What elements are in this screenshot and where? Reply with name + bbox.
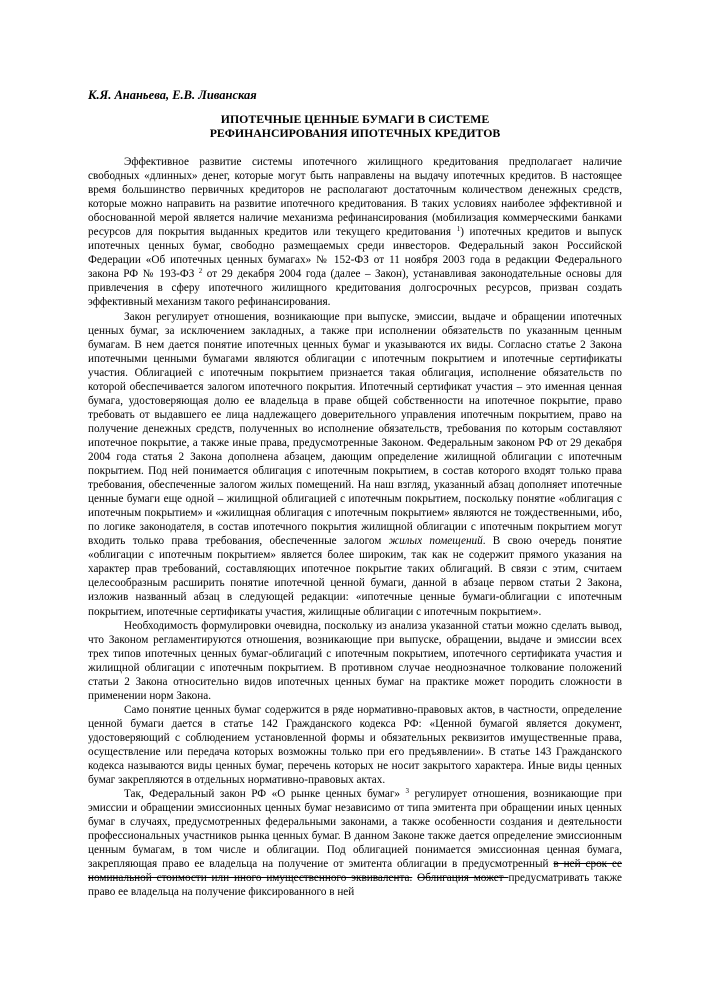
paper-title [88,112,622,140]
footnote-ref-3: 3 [405,787,410,796]
paragraph-1-text-b: ) ипотечных кредитов и выпуск ипотечных ценных бумаг, свободно размещаемых среди инвесторов. Федеральный закон Российской Федерации «Об ипотечных ценных бумагах» № 152-ФЗ от 11 ноября 2003 года в редакции Федерального закона РФ № 193-ФЗ [88,226,622,281]
strikethrough-text-1: в ней срок ее номинальной стоимости или иного имущественного эквивалента. [88,858,622,885]
paragraph-2-text-b: . В свою очередь понятие «облигации с ипотечным покрытием» является более широким, так как не содержит прямого указания на характер прав требований, составляющих ипотечное покрытие таких облигаций. В связи с этим, считаем целесообразным расширить понятие ипотечной ценной бумаги, данной в абзаце первом статьи 2 Закона, изложив названный абзац в следующей редакции: «ипотечные ценные бумаги-облигации с ипотечным покрытием, ипотечные сертификаты участия, жилищные облигации с ипотечным покрытием». [88,535,622,618]
paragraph-5-text-b: регулирует отношения, возникающие при эмиссии и обращении эмиссионных ценных бумаг независимо от типа эмитента при обращении иных ценных бумаг в случаях, предусмотренных федеральными законами, а также особенности создания и деятельности профессиональных участников рынка ценных бумаг. В данном Законе также дается определение эмиссионным ценным бумагам, в том числе и облигации. Под облигацией понимается эмиссионная ценная бумага, закрепляющая право ее владельца на получение от эмитента облигации в предусмотренный [88,788,622,871]
paragraph-1-text-a: Эффективное развитие системы ипотечного жилищного кредитования предполагает наличие свободных «длинных» денег, которые могут быть направлены на выдачу ипотечных кредитов. В настоящее время большинство первичных кредиторов не располагают достаточным количеством денежных средств, которые можно направить на развитие ипотечного кредитования. В таких условиях наиболее эффективной и обоснованной мерой является наличие механизма рефинансирования (мобилизация коммерческими банками ресурсов для покрытия выданных кредитов или текущего кредитования [88,156,622,239]
paragraph-2 [88,310,622,619]
paragraph-3: Необходимость формулировки очевидна, поскольку из анализа указанной статьи можно сделать вывод, что Законом регламентируются отношения, возникающие при выпуске, обращении, выдаче и эмиссии всех трех типов ипотечных ценных бумаг-облигаций с ипотечным покрытием, ипотечного сертификата участия и жилищной облигации с ипотечным покрытием. В противном случае неоднозначное толкование положений статьи 2 Закона относительно видов ипотечных ценных бумаг на практике может породить сложности в применении норм Закона. [88,619,622,702]
strikethrough-text-2: Облигация может [417,872,509,885]
paragraph-1 [88,155,622,310]
paragraph-5-text-d: предусматривать также право ее владельца на получение фиксированного в ней [88,872,623,899]
paragraph-1-text-c: от 29 декабря 2004 года (далее – Закон), устанавливая законодательные основы для привлечения в сферу ипотечного жилищного кредитования долгосрочных ресурсов, призван создать эффективный механизм такого рефинансирования. [88,268,622,309]
paragraph-5-text-a: Так, Федеральный закон РФ «О рынке ценных бумаг» [124,788,406,801]
footnote-ref-2: 2 [198,267,203,276]
title-line-2: РЕФИНАНСИРОВАНИЯ ИПОТЕЧНЫХ КРЕДИТОВ [209,126,501,140]
paragraph-2-italic: жилых помещений [388,535,483,548]
footnote-ref-1: 1 [456,225,461,234]
title-line-1: ИПОТЕЧНЫЕ ЦЕННЫЕ БУМАГИ В СИСТЕМЕ [220,112,490,126]
paragraph-5 [88,787,622,899]
paragraph-4: Само понятие ценных бумаг содержится в ряде нормативно-правовых актов, в частности, определение ценной бумаги дается в статье 142 Гражданского кодекса РФ: «Ценной бумагой является документ, удостоверяющий с соблюдением установленной формы и обязательных реквизитов имущественные права, осуществление или передача которых возможны только при его предъявлении». В статье 143 Гражданского кодекса называются виды ценных бумаг, перечень которых не носит закрытого характера. Иные виды ценных бумаг закрепляются в отдельных нормативно-правовых актах. [88,703,622,787]
paragraph-2-text-a: Закон регулирует отношения, возникающие при выпуске, эмиссии, выдаче и обращении ипотечных ценных бумаг, за исключением закладных, а также при исполнении обязательств по указанным ценным бумагам. В нем дается понятие ипотечных ценных бумаг и указываются их виды. Согласно статье 2 Закона ипотечными ценными бумагами являются облигации с ипотечным покрытием и ипотечные сертификаты участия. Облигацией с ипотечным покрытием признается такая облигация, исполнение обязательств по которой обеспечивается залогом ипотечного покрытия. Ипотечный сертификат участия – это именная ценная бумага, удостоверяющая долю ее владельца в праве общей собственности на ипотечное покрытие, право требовать от выдавшего ее лица надлежащего доверительного управления ипотечным покрытием, право на получение денежных средств, полученных во исполнение обязательств, требования по которым составляют ипотечное покрытие, а также иные права, предусмотренные Законом. Федеральным законом РФ от 29 декабря 2004 года статья 2 Закона дополнена абзацем, дающим определение жилищной облигации с ипотечным покрытием. Под ней понимается облигация с ипотечным покрытием, в состав которого входят только права требования, обеспеченные залогом жилых помещений. На наш взгляд, указанный абзац дополняет ипотечные ценные бумаги еще одной – жилищной облигацией с ипотечным покрытием, поскольку понятие «облигация с ипотечным покрытием» и «жилищная облигация с ипотечным покрытием» являются не тождественными, ибо, по логике законодателя, в состав ипотечного покрытия жилищной облигации с ипотечным покрытием могут входить только права требования, обеспеченные залогом [88,310,622,548]
authors: К.Я. Ананьева, Е.В. Ливанская [88,88,257,102]
body-text [88,155,622,899]
